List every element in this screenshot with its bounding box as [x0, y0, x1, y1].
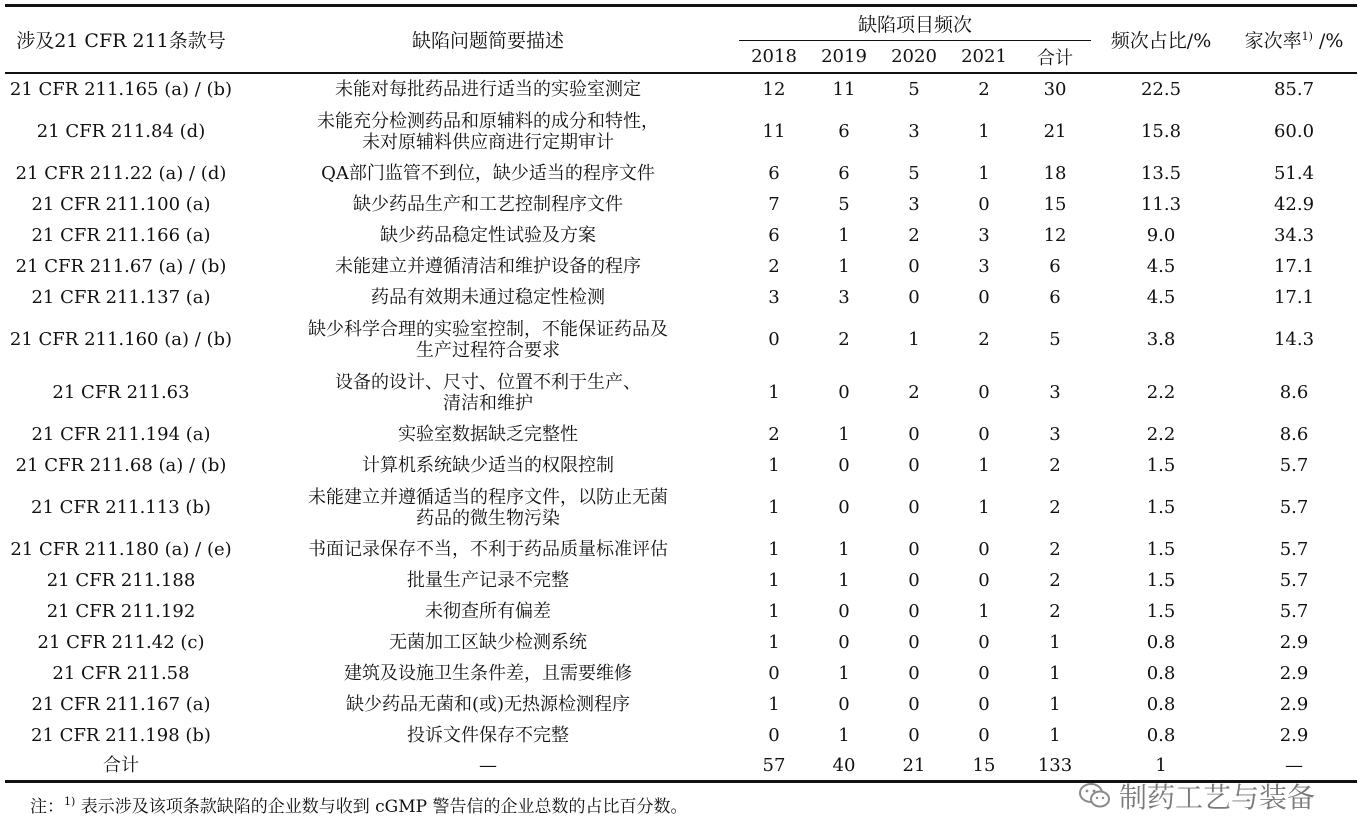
table-row — [5, 565, 1357, 596]
total-cell: 2 — [1049, 455, 1061, 476]
year-count-cell: 3 — [768, 287, 780, 308]
description-cell — [237, 189, 739, 220]
clause-cell: 21 CFR 211.165 (a) / (b) — [5, 73, 237, 105]
header-frequency-ratio: 频次占比/% — [1091, 6, 1231, 74]
year-count-cell: 0 — [978, 725, 990, 746]
description-cell — [237, 596, 739, 627]
defect-table — [5, 4, 1357, 783]
table-row — [5, 596, 1357, 627]
description-cell — [237, 450, 739, 481]
description-line: 设备的设计、尺寸、位置不利于生产、 — [335, 371, 641, 393]
description-cell — [237, 419, 739, 450]
frequency-ratio-cell: 1.5 — [1146, 601, 1176, 622]
wechat-icon — [1079, 783, 1111, 809]
description-line: 未能对每批药品进行适当的实验室测定 — [335, 79, 641, 100]
year-count-cell: 3 — [838, 287, 850, 308]
year-count-cell: 0 — [908, 256, 920, 277]
description-cell — [237, 313, 739, 366]
total-cell: 2 — [1049, 497, 1061, 518]
header-year: 2021 — [961, 46, 1007, 67]
year-count-cell: 0 — [768, 663, 780, 684]
total-cell: 1 — [1049, 725, 1061, 746]
frequency-ratio-cell: 9.0 — [1146, 225, 1176, 246]
description-line: QA部门监管不到位，缺少适当的程序文件 — [321, 163, 655, 184]
clause-cell: 21 CFR 211.198 (b) — [31, 725, 211, 746]
year-total-cell: 15 — [949, 751, 1019, 782]
table-row — [5, 658, 1357, 689]
year-count-cell: 0 — [978, 632, 990, 653]
year-count-cell: 5 — [879, 73, 949, 105]
description-line: 批量生产记录不完整 — [407, 570, 569, 591]
year-count-cell: 0 — [908, 663, 920, 684]
year-count-cell: 11 — [762, 121, 786, 142]
frequency-ratio-cell: 11.3 — [1140, 194, 1182, 215]
clause-cell: 21 CFR 211.84 (d) — [36, 121, 206, 142]
watermark-text: 制药工艺与装备 — [1118, 781, 1315, 814]
year-count-cell: 1 — [838, 663, 850, 684]
clause-cell: 21 CFR 211.180 (a) / (e) — [10, 539, 232, 560]
description-line: 无菌加工区缺少检测系统 — [389, 632, 587, 653]
year-count-cell: 6 — [838, 163, 850, 184]
description-cell — [237, 627, 739, 658]
clause-cell: 21 CFR 211.166 (a) — [31, 225, 211, 246]
description-cell — [237, 366, 739, 419]
frequency-ratio-cell: 1.5 — [1146, 539, 1176, 560]
table-row — [5, 481, 1357, 534]
table-row — [5, 105, 1357, 158]
year-count-cell: 0 — [978, 663, 990, 684]
clause-cell: 21 CFR 211.113 (b) — [31, 497, 211, 518]
year-count-cell: 6 — [768, 225, 780, 246]
year-count-cell: 1 — [978, 455, 990, 476]
firm-rate-cell: 5.7 — [1279, 601, 1309, 622]
clause-cell: 21 CFR 211.137 (a) — [31, 287, 211, 308]
clause-cell: 21 CFR 211.194 (a) — [31, 424, 211, 445]
year-count-cell: 1 — [978, 163, 990, 184]
year-count-cell: 1 — [908, 329, 920, 350]
table-row — [5, 627, 1357, 658]
total-cell: 2 — [1049, 539, 1061, 560]
description-line: 投诉文件保存不完整 — [407, 725, 569, 746]
year-count-cell: 0 — [908, 725, 920, 746]
year-count-cell: 3 — [908, 194, 920, 215]
frequency-ratio-cell: 1.5 — [1146, 455, 1176, 476]
clause-cell: 21 CFR 211.67 (a) / (b) — [15, 256, 227, 277]
year-count-cell: 0 — [908, 632, 920, 653]
description-cell — [237, 565, 739, 596]
description-line: 未能建立并遵循清洁和维护设备的程序 — [335, 256, 641, 277]
clause-cell: 21 CFR 211.22 (a) / (d) — [15, 163, 227, 184]
frequency-ratio-cell: 3.8 — [1146, 329, 1176, 350]
description-cell — [237, 251, 739, 282]
total-frequency-ratio: 1 — [1091, 751, 1231, 782]
firm-rate-cell: 2.9 — [1279, 632, 1309, 653]
table-row — [5, 282, 1357, 313]
year-count-cell: 0 — [838, 694, 850, 715]
description-line: 计算机系统缺少适当的权限控制 — [362, 455, 614, 476]
table-header — [5, 6, 1357, 74]
description-line: 未能充分检测药品和原辅料的成分和特性， — [317, 110, 659, 132]
year-total-cell: 21 — [879, 751, 949, 782]
total-cell: 15 — [1043, 194, 1067, 215]
year-total-cell: 40 — [809, 751, 879, 782]
year-count-cell: 2 — [838, 329, 850, 350]
description-line: 药品的微生物污染 — [416, 507, 560, 529]
firm-rate-cell: 14.3 — [1273, 329, 1315, 350]
header-year: 2020 — [891, 46, 937, 67]
year-count-cell: 5 — [908, 163, 920, 184]
year-count-cell: 1 — [978, 601, 990, 622]
description-line: 建筑及设施卫生条件差，且需要维修 — [344, 663, 632, 684]
firm-rate-cell: 5.7 — [1279, 570, 1309, 591]
table-row — [5, 419, 1357, 450]
header-clause: 涉及21 CFR 211条款号 — [5, 6, 237, 74]
total-cell: 3 — [1049, 424, 1061, 445]
year-count-cell: 6 — [768, 163, 780, 184]
table-row — [5, 158, 1357, 189]
header-year: 2018 — [751, 46, 797, 67]
description-cell — [237, 481, 739, 534]
year-count-cell: 1 — [768, 539, 780, 560]
firm-rate-cell: 2.9 — [1279, 694, 1309, 715]
table-row — [5, 220, 1357, 251]
year-count-cell: 2 — [908, 225, 920, 246]
firm-rate-cell: 42.9 — [1273, 194, 1315, 215]
year-count-cell: 1 — [978, 121, 990, 142]
year-count-cell: 3 — [978, 256, 990, 277]
firm-rate-cell: 51.4 — [1273, 163, 1315, 184]
firm-rate-cell: 2.9 — [1279, 725, 1309, 746]
year-count-cell: 0 — [908, 287, 920, 308]
year-count-cell: 1 — [838, 225, 850, 246]
firm-rate-cell: 85.7 — [1231, 73, 1357, 105]
description-line: 缺少药品稳定性试验及方案 — [380, 225, 596, 246]
year-count-cell: 11 — [809, 73, 879, 105]
description-cell — [237, 158, 739, 189]
frequency-ratio-cell: 4.5 — [1146, 287, 1176, 308]
year-count-cell: 0 — [838, 601, 850, 622]
year-count-cell: 1 — [768, 632, 780, 653]
frequency-ratio-cell: 2.2 — [1146, 424, 1176, 445]
year-count-cell: 0 — [908, 497, 920, 518]
frequency-ratio-cell: 1.5 — [1146, 570, 1176, 591]
year-count-cell: 0 — [838, 455, 850, 476]
firm-rate-cell: 34.3 — [1273, 225, 1315, 246]
description-cell — [237, 73, 739, 105]
description-line: 药品有效期未通过稳定性检测 — [371, 287, 605, 308]
year-count-cell: 0 — [978, 694, 990, 715]
year-count-cell: 6 — [838, 121, 850, 142]
frequency-ratio-cell: 1.5 — [1146, 497, 1176, 518]
year-count-cell: 0 — [838, 497, 850, 518]
year-count-cell: 5 — [838, 194, 850, 215]
year-count-cell: 1 — [768, 497, 780, 518]
total-cell: 1 — [1049, 632, 1061, 653]
frequency-ratio-cell: 4.5 — [1146, 256, 1176, 277]
firm-rate-cell: 17.1 — [1273, 287, 1315, 308]
defect-table-container — [5, 4, 1355, 783]
description-line: 未能建立并遵循适当的程序文件，以防止无菌 — [308, 486, 668, 508]
firm-rate-cell: 5.7 — [1279, 497, 1309, 518]
header-year: 2019 — [821, 46, 867, 67]
year-count-cell: 2 — [768, 256, 780, 277]
year-count-cell: 0 — [908, 539, 920, 560]
table-row — [5, 313, 1357, 366]
table-row — [5, 720, 1357, 751]
year-count-cell: 0 — [908, 570, 920, 591]
clause-cell: 21 CFR 211.167 (a) — [31, 694, 211, 715]
clause-cell: 21 CFR 211.160 (a) / (b) — [9, 329, 233, 350]
year-count-cell: 2 — [949, 73, 1019, 105]
clause-cell: 21 CFR 211.100 (a) — [31, 194, 211, 215]
total-cell: 3 — [1049, 382, 1061, 403]
description-cell — [237, 720, 739, 751]
description-cell — [237, 220, 739, 251]
year-count-cell: 1 — [838, 725, 850, 746]
frequency-ratio-cell: 0.8 — [1146, 694, 1176, 715]
total-cell: 30 — [1019, 73, 1091, 105]
year-total-cell: 57 — [739, 751, 809, 782]
year-count-cell: 1 — [978, 497, 990, 518]
year-count-cell: 1 — [838, 570, 850, 591]
year-count-cell: 2 — [978, 329, 990, 350]
clause-cell: 21 CFR 211.188 — [46, 570, 196, 591]
table-row — [5, 450, 1357, 481]
total-cell: 18 — [1043, 163, 1067, 184]
year-count-cell: 12 — [739, 73, 809, 105]
year-count-cell: 0 — [908, 455, 920, 476]
table-footnote: 注：$^{1)}$ 表示涉及该项条款缺陷的企业数与收到 cGMP 警告信的企业总数的占比百分数。 — [30, 795, 688, 817]
firm-rate-cell: 5.7 — [1279, 455, 1309, 476]
clause-cell: 21 CFR 211.58 — [52, 663, 190, 684]
total-description: — — [237, 751, 739, 782]
frequency-ratio-cell: 0.8 — [1146, 632, 1176, 653]
description-line: 未对原辅料供应商进行定期审计 — [362, 131, 614, 153]
description-line: 缺少药品生产和工艺控制程序文件 — [353, 194, 623, 215]
year-count-cell: 1 — [768, 382, 780, 403]
year-count-cell: 0 — [768, 725, 780, 746]
total-cell: 1 — [1049, 694, 1061, 715]
year-count-cell: 1 — [838, 424, 850, 445]
table-row — [5, 189, 1357, 220]
total-cell: 5 — [1049, 329, 1061, 350]
year-count-cell: 0 — [978, 424, 990, 445]
year-count-cell: 0 — [908, 424, 920, 445]
description-cell — [237, 689, 739, 720]
table-row — [5, 73, 1357, 105]
total-cell: 21 — [1043, 121, 1067, 142]
firm-rate-cell: 8.6 — [1279, 382, 1309, 403]
description-cell — [237, 282, 739, 313]
table-body — [5, 73, 1357, 782]
firm-rate-cell: 60.0 — [1273, 121, 1315, 142]
header-description: 缺陷问题简要描述 — [237, 6, 739, 74]
year-count-cell: 3 — [908, 121, 920, 142]
clause-cell: 21 CFR 211.63 — [52, 382, 190, 403]
description-line: 实验室数据缺乏完整性 — [398, 424, 578, 445]
table-row — [5, 534, 1357, 565]
year-count-cell: 1 — [838, 539, 850, 560]
description-line: 清洁和维护 — [443, 392, 533, 414]
header-total: 合计 — [1037, 47, 1074, 69]
total-cell: 1 — [1049, 663, 1061, 684]
year-count-cell: 1 — [768, 601, 780, 622]
year-count-cell: 2 — [908, 382, 920, 403]
year-count-cell: 0 — [908, 694, 920, 715]
year-count-cell: 7 — [768, 194, 780, 215]
table-row — [5, 251, 1357, 282]
year-count-cell: 0 — [768, 329, 780, 350]
year-count-cell: 0 — [908, 601, 920, 622]
total-cell: 2 — [1049, 570, 1061, 591]
year-count-cell: 2 — [768, 424, 780, 445]
watermark — [1079, 776, 1315, 816]
year-count-cell: 0 — [838, 382, 850, 403]
year-count-cell: 0 — [978, 287, 990, 308]
firm-rate-cell: 5.7 — [1279, 539, 1309, 560]
year-count-cell: 1 — [768, 455, 780, 476]
description-cell — [237, 658, 739, 689]
total-cell: 12 — [1043, 225, 1067, 246]
year-count-cell: 0 — [978, 570, 990, 591]
description-cell — [237, 105, 739, 158]
frequency-ratio-cell: 15.8 — [1140, 121, 1182, 142]
clause-cell: 21 CFR 211.42 (c) — [37, 632, 205, 653]
year-count-cell: 1 — [838, 256, 850, 277]
description-cell — [237, 534, 739, 565]
header-firm-rate: 家次率$^{1)}$ /% — [1231, 6, 1357, 74]
year-count-cell: 1 — [768, 570, 780, 591]
header-frequency-group: 缺陷项目频次 — [739, 6, 1091, 41]
frequency-ratio-cell: 0.8 — [1146, 663, 1176, 684]
grand-total-cell: 133 — [1019, 751, 1091, 782]
frequency-ratio-cell: 2.2 — [1146, 382, 1176, 403]
firm-rate-cell: 2.9 — [1279, 663, 1309, 684]
firm-rate-cell: 8.6 — [1279, 424, 1309, 445]
description-line: 未彻查所有偏差 — [425, 601, 551, 622]
year-count-cell: 0 — [838, 632, 850, 653]
year-count-cell: 1 — [768, 694, 780, 715]
frequency-ratio-cell: 0.8 — [1146, 725, 1176, 746]
table-row — [5, 689, 1357, 720]
total-cell: 6 — [1049, 256, 1061, 277]
total-firm-rate: — — [1231, 751, 1357, 782]
frequency-ratio-cell: 22.5 — [1091, 73, 1231, 105]
description-line: 缺少科学合理的实验室控制，不能保证药品及 — [308, 318, 668, 340]
clause-cell: 21 CFR 211.192 — [46, 601, 196, 622]
year-count-cell: 0 — [978, 382, 990, 403]
year-count-cell: 0 — [978, 194, 990, 215]
firm-rate-cell: 17.1 — [1273, 256, 1315, 277]
description-line: 生产过程符合要求 — [416, 339, 560, 361]
total-cell: 6 — [1049, 287, 1061, 308]
table-row — [5, 366, 1357, 419]
description-line: 缺少药品无菌和(或)无热源检测程序 — [345, 694, 631, 715]
frequency-ratio-cell: 13.5 — [1140, 163, 1182, 184]
description-line: 书面记录保存不当，不利于药品质量标准评估 — [308, 539, 668, 560]
total-label: 合计 — [5, 751, 237, 782]
clause-cell: 21 CFR 211.68 (a) / (b) — [15, 455, 227, 476]
year-count-cell: 3 — [978, 225, 990, 246]
year-count-cell: 0 — [978, 539, 990, 560]
total-cell: 2 — [1049, 601, 1061, 622]
